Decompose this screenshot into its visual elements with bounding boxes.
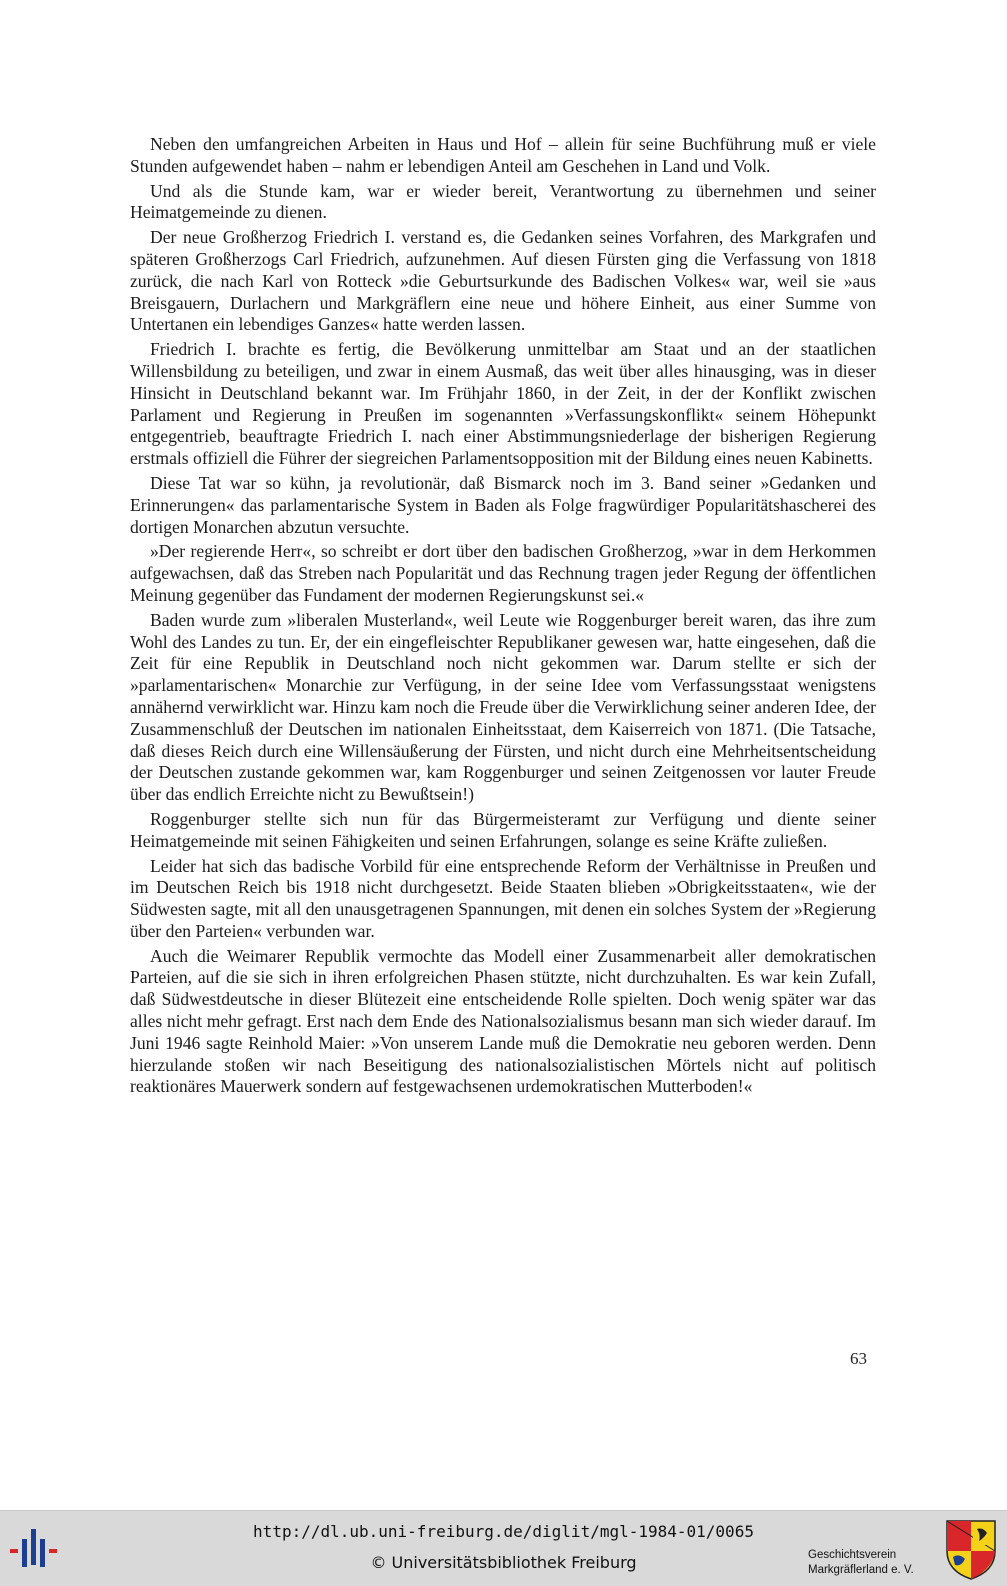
permalink-link[interactable]: http://dl.ub.uni-freiburg.de/diglit/mgl-1984-01/0065 (253, 1522, 754, 1541)
paragraph: Leider hat sich das badische Vorbild für eine entsprechende Reform der Verhältnisse in Preußen und im Deutschen Reich bis 1918 nicht durchgesetzt. Beide Staaten blieben »Obrigkeitsstaaten«, wie der Südwesten sagte, mit all den unausgetragenen Spannungen, mit denen ein solches System der »Regierung über den Parteien« verbunden war. (130, 855, 876, 941)
page-number: 63 (850, 1349, 867, 1368)
paragraph: Der neue Großherzog Friedrich I. verstand es, die Gedanken seines Vorfahren, des Markgrafen und späteren Großherzogs Carl Friedrich, aufzunehmen. Auf diesen Fürsten ging die Verfassung von 1818 zurück, die nach Karl von Rotteck »die Geburtsurkunde des Badischen Volkes« war, weil sie »aus Breisgauern, Durlachern und Markgräflern eine neue und höhere Einheit, aus einer Summe von Untertanen ein lebendiges Ganzes« hatte werden lassen. (130, 227, 876, 335)
paragraph: Neben den umfangreichen Arbeiten in Haus und Hof – allein für seine Buchführung muß er viele Stunden aufgewendet haben – nahm er lebendigen Anteil am Geschehen in Land und Volk. (130, 134, 876, 176)
paragraph: »Der regierende Herr«, so schreibt er dort über den badischen Großherzog, »war in dem Herkommen aufgewachsen, daß das Streben nach Popularität und das Rechnung tragen jeder Regung der öffentlichen Meinung gegenüber das Fundament der modernen Regierungskunst sei.« (130, 541, 876, 605)
coat-of-arms-icon (943, 1517, 999, 1581)
paragraph: Friedrich I. brachte es fertig, die Bevölkerung unmittelbar am Staat und an der staatlichen Willensbildung zu beteiligen, und zwar in einem Ausmaß, das weit über alles hinausging, was in dieser Hinsicht in Deutschland bekannt war. Im Frühjahr 1860, in der Zeit, in der der Konflikt zwischen Parlament und Regierung in Preußen im sogenannten »Verfassungskonflikt« seinem Höhepunkt entgegentrieb, beauftragte Friedrich I. nach einer Abstimmungsniederlage der bisherigen Regierung erstmals offiziell die Führer der siegreichen Parlamentsopposition mit der Bildung eines neuen Kabinetts. (130, 339, 876, 469)
society-line-2: Markgräflerland e. V. (808, 1564, 914, 1576)
copyright-text: © Universitätsbibliothek Freiburg (370, 1553, 637, 1572)
body-text (130, 134, 876, 1101)
paragraph: Baden wurde zum »liberalen Musterland«, weil Leute wie Roggenburger bereit waren, das ihre zum Wohl des Landes zu tun. Er, der ein eingefleischter Republikaner gewesen war, hatte eingesehen, daß die Zeit für eine Republik in Deutschland noch nicht gekommen war. Darum stellte er sich der »parlamentarischen« Monarchie zur Verfügung, in der seine Idee vom Verfassungsstaat wenigstens annähernd verwirklicht war. Hinzu kam noch die Freude über die Verwirklichung seiner anderen Idee, der Zusammenschluß der Deutschen im nationalen Einheitsstaat, dem Kaiserreich von 1871. (Die Tatsache, daß dieses Reich durch eine Willensäußerung der Fürsten, und nicht durch eine Mehrheitsentscheidung der Deutschen zustande gekommen war, kam Roggenburger und seinen Zeitgenossen vor lauter Freude über das endlich Erreichte nicht zu Bewußtsein!) (130, 609, 876, 805)
footer-bar (0, 1510, 1007, 1586)
society-name (808, 1548, 914, 1578)
paragraph: Roggenburger stellte sich nun für das Bürgermeisteramt zur Verfügung und diente seiner Heimatgemeinde mit seinen Fähigkeiten und seinen Erfahrungen, solange es seine Kräfte zuließen. (130, 808, 876, 851)
paragraph: Diese Tat war so kühn, ja revolutionär, daß Bismarck noch im 3. Band seiner »Gedanken und Erinnerungen« das parlamentarische System in Baden als Folge fragwürdiger Popularitätshascherei des dortigen Monarchen abzutun versuchte. (130, 472, 876, 537)
society-line-1: Geschichtsverein (808, 1549, 897, 1561)
paragraph: Und als die Stunde kam, war er wieder bereit, Verantwortung zu übernehmen und seiner Heimatgemeinde zu dienen. (130, 180, 876, 223)
paragraph: Auch die Weimarer Republik vermochte das Modell einer Zusammenarbeit aller demokratischen Parteien, auf die sie sich in ihren erfolgreichen Phasen stützte, nicht durchzuhalten. Es war kein Zufall, daß Südwestdeutsche in dieser Blütezeit eine entscheidende Rolle spielten. Doch wenig später war das alles nicht mehr gefragt. Erst nach dem Ende des Nationalsozialismus besann man sich wieder darauf. Im Juni 1946 sagte Reinhold Maier: »Von unserem Lande muß die Demokratie neu geboren werden. Denn hierzulande stoßen wir nach Beseitigung des nationalsozialistischen Mörtels nicht auf politisch reaktionäres Mauerwerk sondern auf festgewachsenen urdemokratischen Mutterboden!« (130, 945, 876, 1097)
